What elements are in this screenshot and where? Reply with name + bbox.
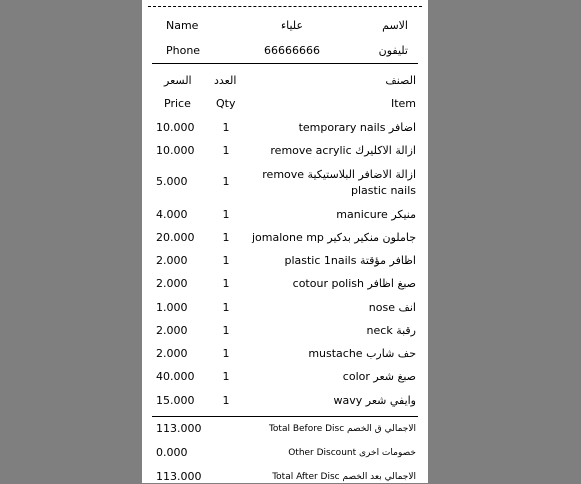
total-label: الاجمالي ق الخصم Total Before Disc — [268, 424, 416, 434]
col-qty-en: Qty — [216, 97, 236, 110]
total-value: 113.000 — [156, 422, 202, 435]
item-qty: 1 — [222, 208, 230, 221]
item-price: 2.000 — [156, 254, 188, 267]
item-price: 1.000 — [156, 301, 188, 314]
col-price-en: Price — [164, 97, 191, 110]
totals-divider — [152, 416, 418, 417]
item-price: 15.000 — [156, 394, 195, 407]
item-name: وايفي شعر wavy — [333, 394, 416, 407]
col-item-en: Item — [390, 97, 416, 110]
total-value: 0.000 — [156, 446, 188, 459]
receipt-paper — [142, 0, 428, 483]
item-qty: 1 — [222, 277, 230, 290]
item-qty: 1 — [222, 324, 230, 337]
item-price: 2.000 — [156, 347, 188, 360]
phone-label-ar: تليفون — [378, 44, 408, 57]
item-name: صبغ اظافر cotour polish — [292, 277, 416, 290]
item-qty: 1 — [222, 144, 230, 157]
item-qty: 1 — [222, 301, 230, 314]
item-name: حف شارب mustache — [308, 347, 416, 360]
item-qty: 1 — [222, 231, 230, 244]
item-qty: 1 — [222, 347, 230, 360]
col-item-ar: الصنف — [385, 74, 416, 87]
item-name: انف nose — [368, 301, 416, 314]
name-label-ar: الاسم — [382, 19, 408, 32]
item-name: منيكر manicure — [336, 208, 416, 221]
item-name: صبغ شعر color — [342, 370, 416, 383]
item-qty: 1 — [222, 121, 230, 134]
header-divider — [152, 63, 418, 64]
item-price: 10.000 — [156, 144, 195, 157]
item-price: 4.000 — [156, 208, 188, 221]
item-price: 5.000 — [156, 175, 188, 188]
item-qty: 1 — [222, 370, 230, 383]
total-label: الاجمالي بعد الخصم Total After Disc — [272, 472, 416, 482]
total-label: خصومات اخرى Other Discount — [288, 448, 416, 458]
item-qty: 1 — [222, 175, 230, 188]
col-price-ar: السعر — [164, 74, 192, 87]
item-name: اضافر temporary nails — [298, 121, 416, 134]
total-value: 113.000 — [156, 470, 202, 483]
item-price: 20.000 — [156, 231, 195, 244]
item-name: ازالة الاضافر البلاستيكية remove plastic nails — [262, 168, 416, 197]
item-name: جاملون منكير بدكير jomalone mp — [251, 231, 416, 244]
item-price: 10.000 — [156, 121, 195, 134]
name-label-en: Name — [166, 19, 199, 32]
item-name: رقبة neck — [366, 324, 416, 337]
item-price: 2.000 — [156, 277, 188, 290]
dashed-separator — [148, 6, 422, 7]
item-price: 40.000 — [156, 370, 195, 383]
item-price: 2.000 — [156, 324, 188, 337]
name-value: علياء — [280, 19, 304, 32]
col-qty-ar: العدد — [214, 74, 237, 87]
item-qty: 1 — [222, 394, 230, 407]
phone-label-en: Phone — [166, 44, 201, 57]
item-name: اظافر مؤقتة plastic 1nails — [284, 254, 416, 267]
phone-value: 66666666 — [264, 44, 320, 57]
item-name: ازالة الاكليرك remove acrylic — [270, 144, 416, 157]
item-qty: 1 — [222, 254, 230, 267]
